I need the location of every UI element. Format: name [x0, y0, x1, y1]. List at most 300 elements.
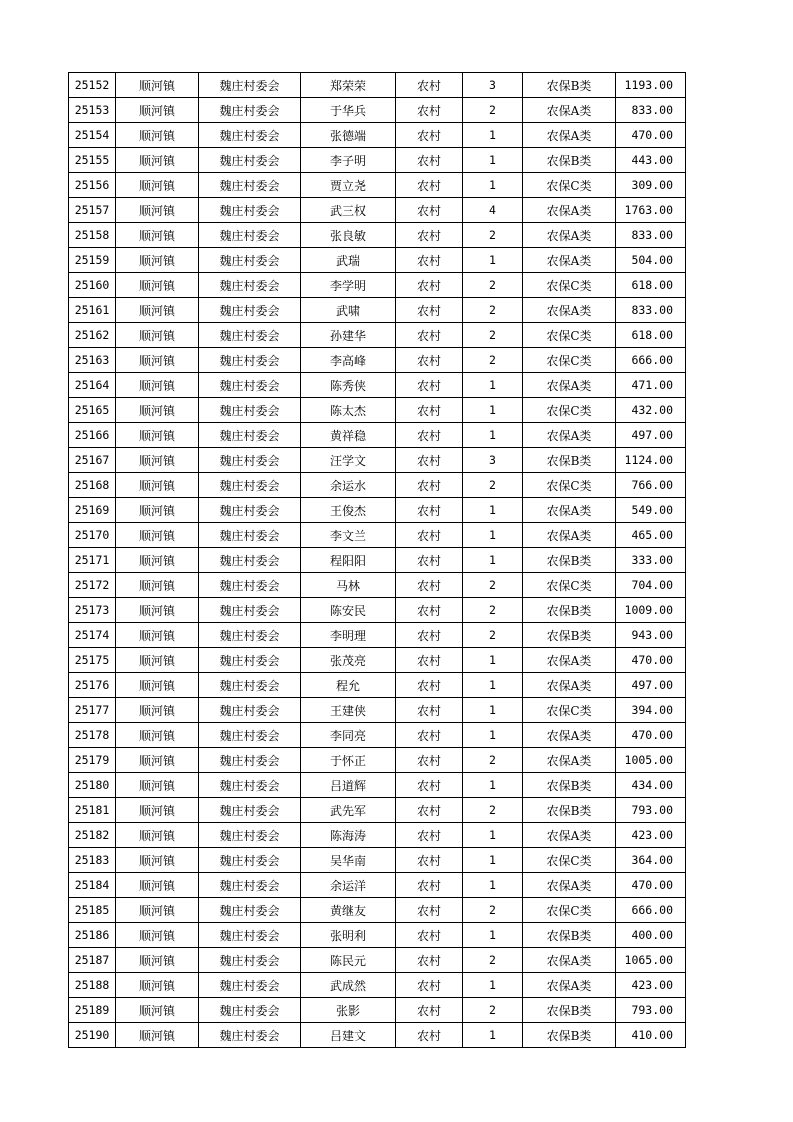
cell-town: 顺河镇: [116, 973, 199, 998]
cell-category: 农保A类: [523, 648, 616, 673]
cell-category: 农保C类: [523, 473, 616, 498]
roster-table: [68, 72, 686, 1048]
cell-village-committee: 魏庄村委会: [199, 848, 301, 873]
cell-town: 顺河镇: [116, 948, 199, 973]
cell-serial-no: 25158: [69, 223, 116, 248]
cell-name: 吴华南: [301, 848, 396, 873]
table-row: [69, 1023, 686, 1048]
cell-household-count: 2: [463, 223, 523, 248]
cell-village-committee: 魏庄村委会: [199, 423, 301, 448]
cell-category: 农保A类: [523, 673, 616, 698]
cell-name: 张茂亮: [301, 648, 396, 673]
cell-town: 顺河镇: [116, 73, 199, 98]
cell-area-type: 农村: [396, 123, 463, 148]
cell-amount: 549.00: [616, 498, 686, 523]
table-row: [69, 773, 686, 798]
cell-household-count: 3: [463, 448, 523, 473]
cell-town: 顺河镇: [116, 373, 199, 398]
cell-serial-no: 25179: [69, 748, 116, 773]
cell-town: 顺河镇: [116, 148, 199, 173]
cell-town: 顺河镇: [116, 848, 199, 873]
table-row: [69, 498, 686, 523]
cell-village-committee: 魏庄村委会: [199, 623, 301, 648]
cell-town: 顺河镇: [116, 498, 199, 523]
cell-area-type: 农村: [396, 73, 463, 98]
cell-area-type: 农村: [396, 498, 463, 523]
cell-category: 农保A类: [523, 498, 616, 523]
cell-village-committee: 魏庄村委会: [199, 148, 301, 173]
cell-serial-no: 25152: [69, 73, 116, 98]
table-row: [69, 523, 686, 548]
cell-village-committee: 魏庄村委会: [199, 448, 301, 473]
cell-village-committee: 魏庄村委会: [199, 98, 301, 123]
cell-serial-no: 25177: [69, 698, 116, 723]
cell-village-committee: 魏庄村委会: [199, 398, 301, 423]
table-row: [69, 198, 686, 223]
cell-village-committee: 魏庄村委会: [199, 1023, 301, 1048]
cell-household-count: 2: [463, 748, 523, 773]
table-row: [69, 973, 686, 998]
table-row: [69, 273, 686, 298]
cell-name: 程允: [301, 673, 396, 698]
cell-amount: 1124.00: [616, 448, 686, 473]
table-row: [69, 423, 686, 448]
table-row: [69, 248, 686, 273]
cell-name: 李子明: [301, 148, 396, 173]
cell-amount: 497.00: [616, 673, 686, 698]
cell-village-committee: 魏庄村委会: [199, 723, 301, 748]
cell-name: 余运洋: [301, 873, 396, 898]
cell-category: 农保A类: [523, 98, 616, 123]
cell-village-committee: 魏庄村委会: [199, 73, 301, 98]
cell-name: 贾立尧: [301, 173, 396, 198]
cell-town: 顺河镇: [116, 873, 199, 898]
cell-category: 农保A类: [523, 298, 616, 323]
cell-category: 农保B类: [523, 548, 616, 573]
cell-category: 农保A类: [523, 373, 616, 398]
cell-category: 农保B类: [523, 148, 616, 173]
cell-area-type: 农村: [396, 223, 463, 248]
cell-area-type: 农村: [396, 973, 463, 998]
cell-household-count: 2: [463, 573, 523, 598]
cell-serial-no: 25186: [69, 923, 116, 948]
cell-amount: 618.00: [616, 323, 686, 348]
cell-area-type: 农村: [396, 573, 463, 598]
cell-category: 农保C类: [523, 398, 616, 423]
table-row: [69, 723, 686, 748]
cell-village-committee: 魏庄村委会: [199, 273, 301, 298]
cell-town: 顺河镇: [116, 623, 199, 648]
cell-town: 顺河镇: [116, 548, 199, 573]
cell-serial-no: 25155: [69, 148, 116, 173]
cell-area-type: 农村: [396, 523, 463, 548]
cell-serial-no: 25187: [69, 948, 116, 973]
cell-serial-no: 25164: [69, 373, 116, 398]
cell-household-count: 1: [463, 673, 523, 698]
table-row: [69, 573, 686, 598]
cell-town: 顺河镇: [116, 673, 199, 698]
cell-household-count: 1: [463, 373, 523, 398]
cell-village-committee: 魏庄村委会: [199, 123, 301, 148]
table-row: [69, 848, 686, 873]
table-row: [69, 623, 686, 648]
cell-village-committee: 魏庄村委会: [199, 248, 301, 273]
table-row: [69, 598, 686, 623]
cell-amount: 704.00: [616, 573, 686, 598]
cell-village-committee: 魏庄村委会: [199, 298, 301, 323]
cell-household-count: 1: [463, 123, 523, 148]
table-row: [69, 823, 686, 848]
cell-town: 顺河镇: [116, 423, 199, 448]
cell-household-count: 1: [463, 773, 523, 798]
cell-area-type: 农村: [396, 623, 463, 648]
cell-area-type: 农村: [396, 723, 463, 748]
cell-amount: 470.00: [616, 123, 686, 148]
cell-village-committee: 魏庄村委会: [199, 948, 301, 973]
cell-area-type: 农村: [396, 148, 463, 173]
cell-area-type: 农村: [396, 273, 463, 298]
table-row: [69, 348, 686, 373]
cell-serial-no: 25176: [69, 673, 116, 698]
cell-household-count: 1: [463, 973, 523, 998]
cell-village-committee: 魏庄村委会: [199, 548, 301, 573]
cell-name: 余运水: [301, 473, 396, 498]
cell-name: 武瑞: [301, 248, 396, 273]
cell-amount: 666.00: [616, 898, 686, 923]
cell-area-type: 农村: [396, 398, 463, 423]
cell-serial-no: 25159: [69, 248, 116, 273]
cell-household-count: 1: [463, 848, 523, 873]
cell-category: 农保C类: [523, 898, 616, 923]
cell-village-committee: 魏庄村委会: [199, 473, 301, 498]
table-row: [69, 873, 686, 898]
cell-category: 农保A类: [523, 523, 616, 548]
cell-area-type: 农村: [396, 323, 463, 348]
table-row: [69, 673, 686, 698]
cell-household-count: 1: [463, 523, 523, 548]
cell-amount: 833.00: [616, 98, 686, 123]
cell-name: 陈太杰: [301, 398, 396, 423]
cell-category: 农保B类: [523, 798, 616, 823]
cell-serial-no: 25174: [69, 623, 116, 648]
cell-town: 顺河镇: [116, 223, 199, 248]
cell-category: 农保C类: [523, 848, 616, 873]
cell-amount: 1009.00: [616, 598, 686, 623]
cell-category: 农保A类: [523, 248, 616, 273]
cell-name: 李同亮: [301, 723, 396, 748]
cell-village-committee: 魏庄村委会: [199, 698, 301, 723]
cell-name: 吕建文: [301, 1023, 396, 1048]
cell-village-committee: 魏庄村委会: [199, 498, 301, 523]
table-row: [69, 98, 686, 123]
cell-amount: 504.00: [616, 248, 686, 273]
cell-village-committee: 魏庄村委会: [199, 873, 301, 898]
cell-serial-no: 25168: [69, 473, 116, 498]
cell-town: 顺河镇: [116, 173, 199, 198]
table-row: [69, 448, 686, 473]
table-row: [69, 648, 686, 673]
cell-town: 顺河镇: [116, 823, 199, 848]
table-row: [69, 473, 686, 498]
cell-amount: 943.00: [616, 623, 686, 648]
cell-village-committee: 魏庄村委会: [199, 773, 301, 798]
table-row: [69, 798, 686, 823]
cell-amount: 400.00: [616, 923, 686, 948]
cell-category: 农保A类: [523, 223, 616, 248]
cell-household-count: 2: [463, 948, 523, 973]
cell-amount: 423.00: [616, 973, 686, 998]
cell-household-count: 2: [463, 273, 523, 298]
cell-serial-no: 25153: [69, 98, 116, 123]
cell-town: 顺河镇: [116, 198, 199, 223]
cell-category: 农保C类: [523, 698, 616, 723]
cell-amount: 434.00: [616, 773, 686, 798]
cell-town: 顺河镇: [116, 798, 199, 823]
cell-name: 张影: [301, 998, 396, 1023]
cell-village-committee: 魏庄村委会: [199, 648, 301, 673]
cell-serial-no: 25178: [69, 723, 116, 748]
cell-amount: 470.00: [616, 873, 686, 898]
cell-area-type: 农村: [396, 748, 463, 773]
cell-amount: 833.00: [616, 298, 686, 323]
cell-town: 顺河镇: [116, 348, 199, 373]
cell-category: 农保B类: [523, 773, 616, 798]
cell-area-type: 农村: [396, 98, 463, 123]
cell-household-count: 1: [463, 498, 523, 523]
table-row: [69, 398, 686, 423]
table-row: [69, 123, 686, 148]
cell-name: 汪学文: [301, 448, 396, 473]
cell-village-committee: 魏庄村委会: [199, 973, 301, 998]
cell-village-committee: 魏庄村委会: [199, 223, 301, 248]
cell-amount: 470.00: [616, 648, 686, 673]
cell-name: 王俊杰: [301, 498, 396, 523]
cell-household-count: 1: [463, 173, 523, 198]
cell-area-type: 农村: [396, 873, 463, 898]
table-row: [69, 148, 686, 173]
cell-category: 农保B类: [523, 448, 616, 473]
cell-category: 农保B类: [523, 623, 616, 648]
cell-town: 顺河镇: [116, 98, 199, 123]
cell-area-type: 农村: [396, 923, 463, 948]
cell-name: 吕道辉: [301, 773, 396, 798]
cell-household-count: 1: [463, 423, 523, 448]
cell-serial-no: 25173: [69, 598, 116, 623]
cell-category: 农保A类: [523, 973, 616, 998]
cell-area-type: 农村: [396, 173, 463, 198]
cell-category: 农保A类: [523, 948, 616, 973]
cell-village-committee: 魏庄村委会: [199, 523, 301, 548]
cell-area-type: 农村: [396, 448, 463, 473]
cell-town: 顺河镇: [116, 398, 199, 423]
cell-town: 顺河镇: [116, 598, 199, 623]
cell-serial-no: 25170: [69, 523, 116, 548]
cell-amount: 470.00: [616, 723, 686, 748]
cell-area-type: 农村: [396, 598, 463, 623]
cell-serial-no: 25163: [69, 348, 116, 373]
cell-amount: 766.00: [616, 473, 686, 498]
cell-amount: 793.00: [616, 798, 686, 823]
cell-village-committee: 魏庄村委会: [199, 748, 301, 773]
cell-town: 顺河镇: [116, 773, 199, 798]
cell-name: 李文兰: [301, 523, 396, 548]
cell-household-count: 2: [463, 798, 523, 823]
cell-name: 郑荣荣: [301, 73, 396, 98]
cell-town: 顺河镇: [116, 648, 199, 673]
cell-town: 顺河镇: [116, 248, 199, 273]
cell-town: 顺河镇: [116, 698, 199, 723]
cell-name: 于华兵: [301, 98, 396, 123]
cell-household-count: 4: [463, 198, 523, 223]
cell-serial-no: 25167: [69, 448, 116, 473]
table-row: [69, 223, 686, 248]
table-row: [69, 898, 686, 923]
cell-category: 农保A类: [523, 723, 616, 748]
cell-area-type: 农村: [396, 548, 463, 573]
cell-town: 顺河镇: [116, 448, 199, 473]
cell-town: 顺河镇: [116, 298, 199, 323]
cell-household-count: 2: [463, 323, 523, 348]
cell-area-type: 农村: [396, 473, 463, 498]
cell-household-count: 1: [463, 398, 523, 423]
cell-serial-no: 25185: [69, 898, 116, 923]
cell-serial-no: 25180: [69, 773, 116, 798]
cell-name: 武先军: [301, 798, 396, 823]
cell-name: 张良敏: [301, 223, 396, 248]
cell-village-committee: 魏庄村委会: [199, 598, 301, 623]
cell-area-type: 农村: [396, 948, 463, 973]
cell-category: 农保A类: [523, 423, 616, 448]
cell-village-committee: 魏庄村委会: [199, 173, 301, 198]
cell-serial-no: 25172: [69, 573, 116, 598]
cell-household-count: 1: [463, 723, 523, 748]
cell-amount: 1005.00: [616, 748, 686, 773]
roster-body: [69, 73, 686, 1048]
cell-village-committee: 魏庄村委会: [199, 323, 301, 348]
cell-household-count: 2: [463, 98, 523, 123]
cell-name: 武啸: [301, 298, 396, 323]
cell-town: 顺河镇: [116, 323, 199, 348]
table-row: [69, 173, 686, 198]
cell-household-count: 2: [463, 898, 523, 923]
table-row: [69, 323, 686, 348]
table-row: [69, 698, 686, 723]
cell-household-count: 1: [463, 823, 523, 848]
cell-name: 马林: [301, 573, 396, 598]
cell-town: 顺河镇: [116, 1023, 199, 1048]
cell-category: 农保A类: [523, 873, 616, 898]
cell-category: 农保C类: [523, 348, 616, 373]
cell-household-count: 1: [463, 873, 523, 898]
cell-area-type: 农村: [396, 673, 463, 698]
cell-area-type: 农村: [396, 248, 463, 273]
cell-amount: 1763.00: [616, 198, 686, 223]
cell-area-type: 农村: [396, 198, 463, 223]
cell-category: 农保B类: [523, 923, 616, 948]
cell-town: 顺河镇: [116, 573, 199, 598]
cell-amount: 333.00: [616, 548, 686, 573]
cell-serial-no: 25189: [69, 998, 116, 1023]
cell-name: 黄祥稳: [301, 423, 396, 448]
cell-village-committee: 魏庄村委会: [199, 898, 301, 923]
cell-village-committee: 魏庄村委会: [199, 798, 301, 823]
cell-amount: 410.00: [616, 1023, 686, 1048]
cell-area-type: 农村: [396, 823, 463, 848]
cell-area-type: 农村: [396, 1023, 463, 1048]
cell-area-type: 农村: [396, 848, 463, 873]
cell-serial-no: 25161: [69, 298, 116, 323]
cell-category: 农保C类: [523, 173, 616, 198]
cell-household-count: 1: [463, 148, 523, 173]
cell-serial-no: 25169: [69, 498, 116, 523]
cell-town: 顺河镇: [116, 998, 199, 1023]
cell-amount: 497.00: [616, 423, 686, 448]
cell-serial-no: 25183: [69, 848, 116, 873]
cell-village-committee: 魏庄村委会: [199, 823, 301, 848]
cell-household-count: 1: [463, 248, 523, 273]
cell-serial-no: 25162: [69, 323, 116, 348]
cell-amount: 793.00: [616, 998, 686, 1023]
cell-serial-no: 25166: [69, 423, 116, 448]
cell-village-committee: 魏庄村委会: [199, 198, 301, 223]
cell-village-committee: 魏庄村委会: [199, 573, 301, 598]
cell-household-count: 1: [463, 1023, 523, 1048]
cell-name: 李高峰: [301, 348, 396, 373]
cell-serial-no: 25171: [69, 548, 116, 573]
cell-serial-no: 25156: [69, 173, 116, 198]
cell-amount: 309.00: [616, 173, 686, 198]
cell-village-committee: 魏庄村委会: [199, 998, 301, 1023]
cell-name: 王建侠: [301, 698, 396, 723]
cell-amount: 432.00: [616, 398, 686, 423]
cell-amount: 364.00: [616, 848, 686, 873]
cell-amount: 618.00: [616, 273, 686, 298]
cell-amount: 465.00: [616, 523, 686, 548]
cell-name: 程阳阳: [301, 548, 396, 573]
cell-name: 张明利: [301, 923, 396, 948]
cell-household-count: 2: [463, 598, 523, 623]
cell-area-type: 农村: [396, 998, 463, 1023]
cell-amount: 1065.00: [616, 948, 686, 973]
cell-town: 顺河镇: [116, 748, 199, 773]
cell-area-type: 农村: [396, 373, 463, 398]
cell-amount: 1193.00: [616, 73, 686, 98]
cell-household-count: 2: [463, 998, 523, 1023]
cell-household-count: 2: [463, 623, 523, 648]
cell-name: 李学明: [301, 273, 396, 298]
cell-name: 武成然: [301, 973, 396, 998]
cell-household-count: 2: [463, 348, 523, 373]
table-row: [69, 998, 686, 1023]
cell-name: 陈海涛: [301, 823, 396, 848]
cell-category: 农保A类: [523, 823, 616, 848]
cell-amount: 471.00: [616, 373, 686, 398]
cell-serial-no: 25190: [69, 1023, 116, 1048]
cell-name: 孙建华: [301, 323, 396, 348]
cell-household-count: 3: [463, 73, 523, 98]
table-row: [69, 373, 686, 398]
cell-village-committee: 魏庄村委会: [199, 673, 301, 698]
cell-category: 农保C类: [523, 573, 616, 598]
cell-town: 顺河镇: [116, 898, 199, 923]
cell-name: 黄继友: [301, 898, 396, 923]
cell-household-count: 1: [463, 648, 523, 673]
table-row: [69, 923, 686, 948]
cell-serial-no: 25160: [69, 273, 116, 298]
cell-serial-no: 25165: [69, 398, 116, 423]
cell-category: 农保C类: [523, 323, 616, 348]
cell-serial-no: 25157: [69, 198, 116, 223]
